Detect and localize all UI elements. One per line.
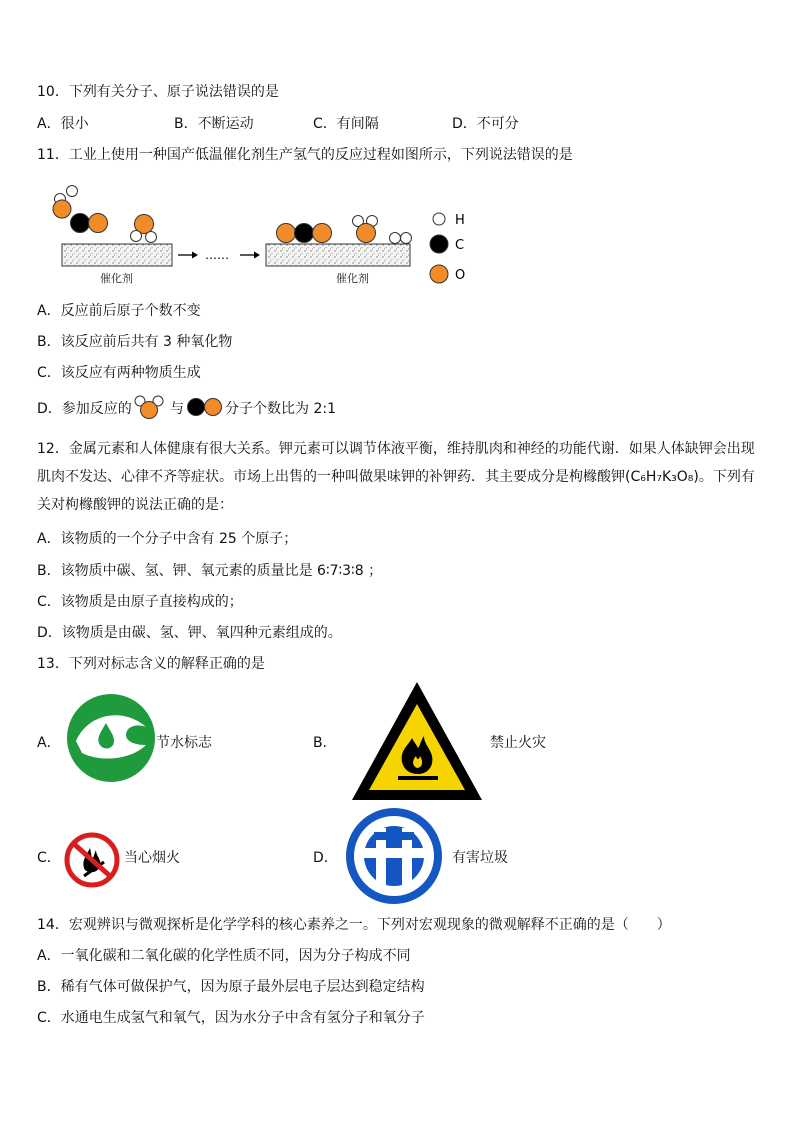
water-molecule-right: [353, 216, 378, 243]
q11-option-d-suffix: 分子个数比为 2:1: [225, 401, 336, 417]
legend-h-icon: [433, 213, 445, 225]
q13-stem: 13．下列对标志含义的解释正确的是: [37, 656, 265, 672]
co-molecule-inline-icon: [187, 396, 223, 418]
q11-option-b[interactable]: B．该反应前后共有 3 种氧化物: [37, 334, 233, 350]
q13-option-b-label: 禁止火灾: [490, 735, 546, 751]
q11-option-a[interactable]: A．反应前后原子个数不变: [37, 303, 201, 319]
legend-o-icon: [430, 265, 448, 283]
hazardous-waste-icon: [346, 808, 442, 904]
q10-option-d[interactable]: D．不可分: [452, 116, 519, 132]
q13-option-a-letter[interactable]: A．: [37, 735, 61, 751]
q10-stem: 10．下列有关分子、原子说法错误的是: [37, 84, 279, 100]
atom-legend: [430, 213, 465, 283]
no-fire-icon: [64, 832, 120, 888]
q10-option-c[interactable]: C．有间隔: [313, 116, 379, 132]
q11-option-d-prefix[interactable]: D．参加反应的: [37, 401, 132, 417]
legend-h-label: H: [455, 213, 465, 228]
q13-option-a-label: 节水标志: [156, 735, 212, 751]
q11-option-c[interactable]: C．该反应有两种物质生成: [37, 365, 201, 381]
q12-option-c[interactable]: C．该物质是由原子直接构成的；: [37, 594, 243, 610]
process-ellipsis: ……: [205, 248, 229, 262]
catalyst-block-left: [62, 244, 172, 266]
q14-option-b[interactable]: B．稀有气体可做保护气，因为原子最外层电子层达到稳定结构: [37, 979, 425, 995]
q12-option-d[interactable]: D．该物质是由碳、氢、钾、氧四种元素组成的。: [37, 625, 342, 641]
water-saving-icon: [66, 693, 156, 783]
catalyst-label-left: 催化剂: [100, 272, 133, 285]
water-molecule-top: [53, 186, 78, 219]
co2-molecule: [277, 224, 332, 243]
q14-option-a[interactable]: A．一氧化碳和二氧化碳的化学性质不同，因为分子构成不同: [37, 948, 411, 964]
q10-option-a[interactable]: A．很小: [37, 116, 89, 132]
legend-o-label: O: [455, 268, 466, 283]
h2-molecule: [390, 233, 412, 244]
q11-stem: 11．工业上使用一种国产低温催化剂生产氢气的反应过程如图所示，下列说法错误的是: [37, 147, 573, 163]
fire-warning-icon: [350, 680, 484, 802]
q14-stem: 14．宏观辨识与微观探析是化学学科的核心素养之一。下列对宏观现象的微观解释不正确的是（ ）: [37, 917, 671, 933]
q13-option-d-letter[interactable]: D．: [313, 850, 338, 866]
q13-option-b-letter[interactable]: B．: [313, 735, 337, 751]
q14-option-c[interactable]: C．水通电生成氢气和氧气，因为水分子中含有氢分子和氧分子: [37, 1010, 425, 1026]
co-molecule-left: [71, 214, 108, 233]
catalyst-label-right: 催化剂: [336, 272, 369, 285]
water-molecule-catalyst: [131, 215, 157, 243]
q12-stem: 12．金属元素和人体健康有很大关系。钾元素可以调节体液平衡，维持肌肉和神经的功能代谢．如果人体缺钾会出现肌肉不发达、心律不齐等症状。市场上出售的一种叫做果味钾的补钾药．其主要成分是枸橼酸钾(C₆H₇K₃O₈)。下列有关对枸橼酸钾的说法正确的是：: [37, 441, 755, 513]
catalyst-block-right: [266, 244, 410, 266]
water-molecule-inline-icon: [132, 394, 168, 422]
q11-option-d-mid: 与: [170, 401, 184, 417]
q13-option-c-label: 当心烟火: [124, 850, 180, 866]
legend-c-icon: [430, 235, 448, 253]
q11-reaction-diagram: [40, 178, 480, 290]
q12-option-a[interactable]: A．该物质的一个分子中含有 25 个原子；: [37, 531, 298, 547]
q10-option-b[interactable]: B．不断运动: [174, 116, 254, 132]
q13-option-c-letter[interactable]: C．: [37, 850, 61, 866]
q12-option-b[interactable]: B．该物质中碳、氢、钾、氧元素的质量比是 6∶7∶3∶8 ；: [37, 563, 383, 579]
legend-c-label: C: [455, 238, 465, 253]
q13-option-d-label: 有害垃圾: [452, 850, 508, 866]
